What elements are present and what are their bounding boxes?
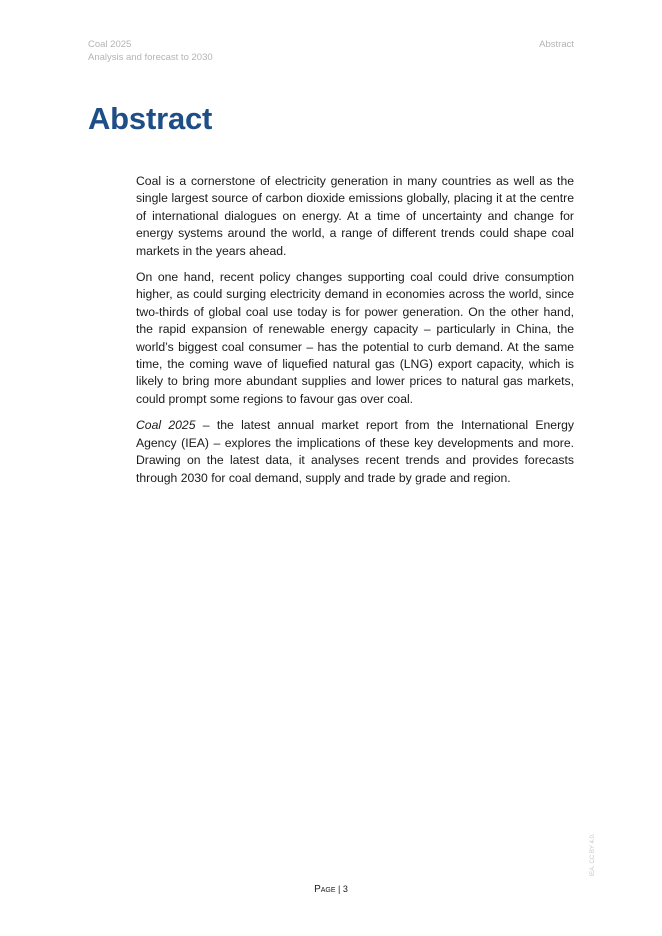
running-header-left xyxy=(88,38,213,64)
report-title: Coal 2025 xyxy=(88,39,132,50)
page-title: Abstract xyxy=(88,101,213,136)
page-separator: | xyxy=(338,884,341,894)
page-label: Page xyxy=(314,884,336,895)
page-footer xyxy=(0,884,662,895)
paragraph-1: Coal is a cornerstone of electricity generation in many countries as well as the single largest source of carbon dioxide emissions globally, placing it at the centre of international dialogues on energy. At a time of uncertainty and change for energy systems around the world, a range of different trends could shape coal markets in the years ahead. xyxy=(136,174,574,258)
license-text: IEA. CC BY 4.0. xyxy=(590,833,596,877)
running-header-section: Abstract xyxy=(539,39,574,50)
abstract-body xyxy=(136,173,574,496)
page-number: 3 xyxy=(342,884,348,894)
license-note xyxy=(583,820,603,890)
paragraph-3 xyxy=(136,417,574,487)
report-name-italic: Coal 2025 xyxy=(136,418,196,433)
paragraph-2: On one hand, recent policy changes supporting coal could drive consumption higher, as could surging electricity demand in economies across the world, since two-thirds of global coal use today is for power generation. On the other hand, the rapid expansion of renewable energy capacity – particularly in China, the world’s biggest coal consumer – has the potential to curb demand. At the same time, the coming wave of liquefied natural gas (LNG) export capacity, which is likely to bring more abundant supplies and lower prices to natural gas markets, could prompt some regions to favour gas over coal. xyxy=(136,270,574,406)
paragraph-3-text: – the latest annual market report from the International Energy Agency (IEA) – explores the implications of these key developments and more. Drawing on the latest data, it analyses recent trends and provides forecasts through 2030 for coal demand, supply and trade by grade and region. xyxy=(136,418,574,485)
report-subtitle: Analysis and forecast to 2030 xyxy=(88,52,213,63)
